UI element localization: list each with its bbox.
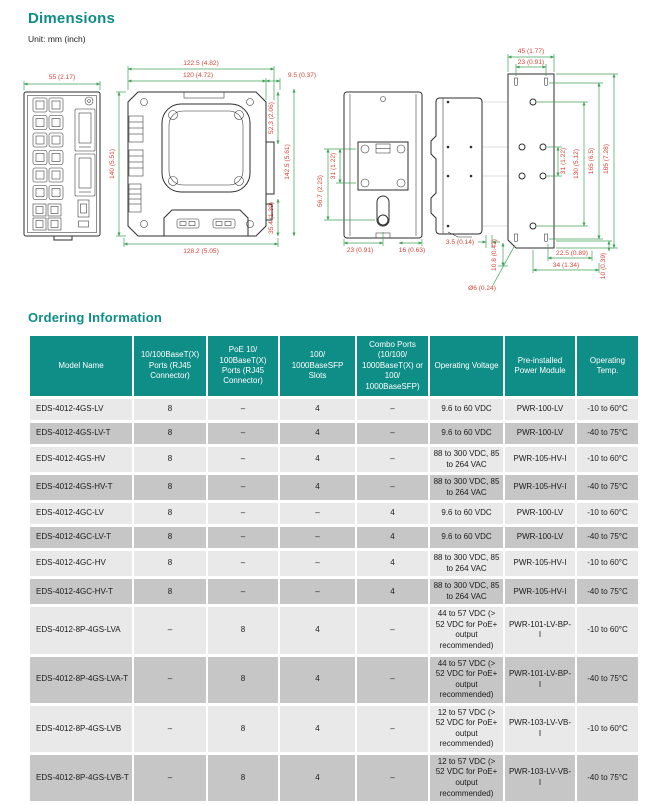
dim-top-width-inner: 120 (4.72): [182, 72, 214, 79]
table-cell: 8: [134, 475, 206, 500]
table-cell: 4: [280, 657, 355, 703]
table-cell: –: [280, 579, 355, 604]
ordering-table-body: [30, 399, 638, 801]
dim-plate-225: 22.5 (0.89): [556, 250, 588, 257]
column-header: Combo Ports (10/100/ 1000BaseT(X) or 100/ 1000BaseSFP): [357, 336, 428, 396]
dim-top-height: 140 (5.51): [109, 148, 116, 180]
table-cell: 4: [357, 527, 428, 548]
table-cell: 12 to 57 VDC (> 52 VDC for PoE+ output recommended): [430, 755, 503, 801]
mount-plate-view: [468, 48, 618, 292]
ordering-table-header: [30, 336, 638, 396]
table-cell: –: [357, 657, 428, 703]
model-name-cell: EDS-4012-4GS-HV: [30, 447, 132, 472]
table-cell: –: [357, 755, 428, 801]
table-cell: 4: [280, 706, 355, 752]
ordering-table: [28, 333, 640, 804]
dim-plate-width: 45 (1.77): [517, 48, 545, 55]
column-header: PoE 10/ 100BaseT(X) Ports (RJ45 Connector): [208, 336, 278, 396]
table-cell: –: [134, 706, 206, 752]
dim-top-height-total: 142.5 (5.61): [284, 144, 291, 180]
table-cell: 4: [357, 579, 428, 604]
table-cell: 88 to 300 VDC, 85 to 264 VAC: [430, 447, 503, 472]
table-cell: 8: [134, 579, 206, 604]
table-cell: PWR-103-LV-VB-I: [505, 706, 575, 752]
dim-rear-hole-spacing: 31 (1.22): [330, 152, 337, 180]
dimensions-title: Dimensions: [28, 10, 116, 27]
table-cell: PWR-105-HV-I: [505, 579, 575, 604]
table-cell: –: [208, 447, 278, 472]
table-cell: –: [208, 527, 278, 548]
table-row: [30, 447, 638, 472]
dim-top-width-outer: 122.5 (4.82): [183, 60, 219, 67]
model-name-cell: EDS-4012-4GS-LV-T: [30, 423, 132, 444]
table-cell: –: [208, 579, 278, 604]
table-cell: –: [134, 607, 206, 653]
table-row: [30, 551, 638, 576]
dim-top-width-bottom: 128.2 (5.05): [183, 248, 219, 255]
table-row: [30, 503, 638, 524]
dim-plate-gap: 3.5 (0.14): [445, 239, 475, 246]
dim-plate-108: 10.8 (0.42): [491, 239, 498, 271]
table-row: [30, 399, 638, 420]
table-cell: -10 to 60°C: [577, 607, 638, 653]
table-cell: PWR-105-HV-I: [505, 475, 575, 500]
table-cell: -10 to 60°C: [577, 503, 638, 524]
table-cell: 4: [280, 399, 355, 420]
model-name-cell: EDS-4012-4GS-LV: [30, 399, 132, 420]
dim-plate-34: 34 (1.34): [552, 262, 580, 269]
table-cell: -10 to 60°C: [577, 706, 638, 752]
table-cell: 4: [280, 755, 355, 801]
dim-plate-hole-v: 31 (1.22): [560, 147, 567, 175]
table-cell: –: [134, 755, 206, 801]
table-cell: 9.6 to 60 VDC: [430, 503, 503, 524]
table-cell: 9.6 to 60 VDC: [430, 527, 503, 548]
dim-plate-h130: 130 (5.12): [573, 148, 580, 180]
table-cell: -40 to 75°C: [577, 657, 638, 703]
table-row: [30, 755, 638, 801]
dim-rear-left: 23 (0.91): [346, 247, 374, 254]
table-row: [30, 579, 638, 604]
column-header: Operating Voltage: [430, 336, 503, 396]
table-cell: PWR-100-LV: [505, 399, 575, 420]
table-cell: –: [208, 551, 278, 576]
table-cell: PWR-100-LV: [505, 503, 575, 524]
table-cell: -40 to 75°C: [577, 755, 638, 801]
table-cell: -10 to 60°C: [577, 399, 638, 420]
table-cell: –: [208, 475, 278, 500]
table-row: [30, 527, 638, 548]
column-header: 100/ 1000BaseSFP Slots: [280, 336, 355, 396]
table-cell: 9.6 to 60 VDC: [430, 399, 503, 420]
model-name-cell: EDS-4012-4GC-LV-T: [30, 527, 132, 548]
table-cell: –: [357, 475, 428, 500]
table-cell: 88 to 300 VDC, 85 to 264 VAC: [430, 551, 503, 576]
dimension-drawing-svg: [16, 46, 630, 298]
table-row: [30, 423, 638, 444]
table-cell: –: [357, 607, 428, 653]
table-cell: 4: [357, 551, 428, 576]
unit-label: Unit: mm (inch): [28, 34, 86, 44]
dim-top-flange: 9.5 (0.37): [287, 72, 317, 79]
dim-top-depth-upper: 52.3 (2.06): [268, 102, 275, 134]
model-name-cell: EDS-4012-4GS-HV-T: [30, 475, 132, 500]
dim-plate-dia: Ø6 (0.24): [468, 285, 496, 292]
table-cell: -40 to 75°C: [577, 475, 638, 500]
table-cell: PWR-101-LV-BP-I: [505, 607, 575, 653]
model-name-cell: EDS-4012-8P-4GS-LVA: [30, 607, 132, 653]
table-cell: 8: [208, 607, 278, 653]
front-view: [24, 74, 100, 240]
dim-rear-right: 16 (0.63): [398, 247, 426, 254]
column-header: Operating Temp.: [577, 336, 638, 396]
table-cell: 8: [134, 423, 206, 444]
model-name-cell: EDS-4012-4GC-HV: [30, 551, 132, 576]
model-name-cell: EDS-4012-8P-4GS-LVB-T: [30, 755, 132, 801]
rear-view: [317, 92, 425, 254]
model-name-cell: EDS-4012-8P-4GS-LVA-T: [30, 657, 132, 703]
column-header: 10/100BaseT(X) Ports (RJ45 Connector): [134, 336, 206, 396]
table-cell: –: [357, 447, 428, 472]
table-row: [30, 657, 638, 703]
table-cell: -40 to 75°C: [577, 423, 638, 444]
table-row: [30, 607, 638, 653]
table-cell: –: [208, 423, 278, 444]
table-cell: 8: [134, 551, 206, 576]
top-view: [109, 60, 316, 255]
table-cell: –: [134, 657, 206, 703]
column-header: Model Name: [30, 336, 132, 396]
table-cell: 9.6 to 60 VDC: [430, 423, 503, 444]
dim-plate-h165: 165 (6.5): [588, 147, 595, 175]
model-name-cell: EDS-4012-4GC-HV-T: [30, 579, 132, 604]
dim-plate-hole-h: 23 (0.91): [517, 59, 545, 66]
dim-plate-10: 10 (0.39): [600, 252, 607, 280]
table-cell: –: [280, 551, 355, 576]
dimension-drawing: [16, 46, 650, 303]
table-cell: 88 to 300 VDC, 85 to 264 VAC: [430, 475, 503, 500]
table-cell: –: [208, 399, 278, 420]
table-cell: -10 to 60°C: [577, 447, 638, 472]
table-cell: PWR-103-LV-VB-I: [505, 755, 575, 801]
table-cell: 88 to 300 VDC, 85 to 264 VAC: [430, 579, 503, 604]
ordering-title: Ordering Information: [28, 310, 162, 325]
table-cell: –: [357, 706, 428, 752]
table-cell: -10 to 60°C: [577, 551, 638, 576]
dim-front-width: 55 (2.17): [48, 74, 76, 81]
table-cell: 8: [134, 447, 206, 472]
table-cell: PWR-100-LV: [505, 527, 575, 548]
table-cell: -40 to 75°C: [577, 579, 638, 604]
table-cell: –: [357, 423, 428, 444]
table-cell: 8: [208, 755, 278, 801]
dim-top-depth-lower: 35.4 (1.39): [268, 202, 275, 234]
dim-plate-h185: 185 (7.28): [603, 143, 610, 175]
table-row: [30, 475, 638, 500]
model-name-cell: EDS-4012-4GC-LV: [30, 503, 132, 524]
table-cell: –: [357, 399, 428, 420]
table-cell: 4: [357, 503, 428, 524]
table-cell: 8: [134, 503, 206, 524]
table-cell: 4: [280, 423, 355, 444]
table-cell: PWR-101-LV-BP-I: [505, 657, 575, 703]
table-cell: –: [280, 527, 355, 548]
table-cell: –: [280, 503, 355, 524]
table-cell: PWR-100-LV: [505, 423, 575, 444]
table-cell: PWR-105-HV-I: [505, 551, 575, 576]
table-cell: 4: [280, 475, 355, 500]
table-cell: 8: [134, 527, 206, 548]
model-name-cell: EDS-4012-8P-4GS-LVB: [30, 706, 132, 752]
column-header: Pre-installed Power Module: [505, 336, 575, 396]
table-cell: –: [208, 503, 278, 524]
table-cell: 44 to 57 VDC (> 52 VDC for PoE+ output recommended): [430, 607, 503, 653]
table-cell: 12 to 57 VDC (> 52 VDC for PoE+ output recommended): [430, 706, 503, 752]
table-row: [30, 706, 638, 752]
table-cell: 44 to 57 VDC (> 52 VDC for PoE+ output recommended): [430, 657, 503, 703]
table-cell: PWR-105-HV-I: [505, 447, 575, 472]
table-cell: -40 to 75°C: [577, 527, 638, 548]
table-cell: 4: [280, 607, 355, 653]
table-cell: 8: [134, 399, 206, 420]
table-cell: 4: [280, 447, 355, 472]
dim-rear-clip-height: 56.7 (2.23): [317, 175, 324, 207]
table-cell: 8: [208, 657, 278, 703]
table-cell: 8: [208, 706, 278, 752]
